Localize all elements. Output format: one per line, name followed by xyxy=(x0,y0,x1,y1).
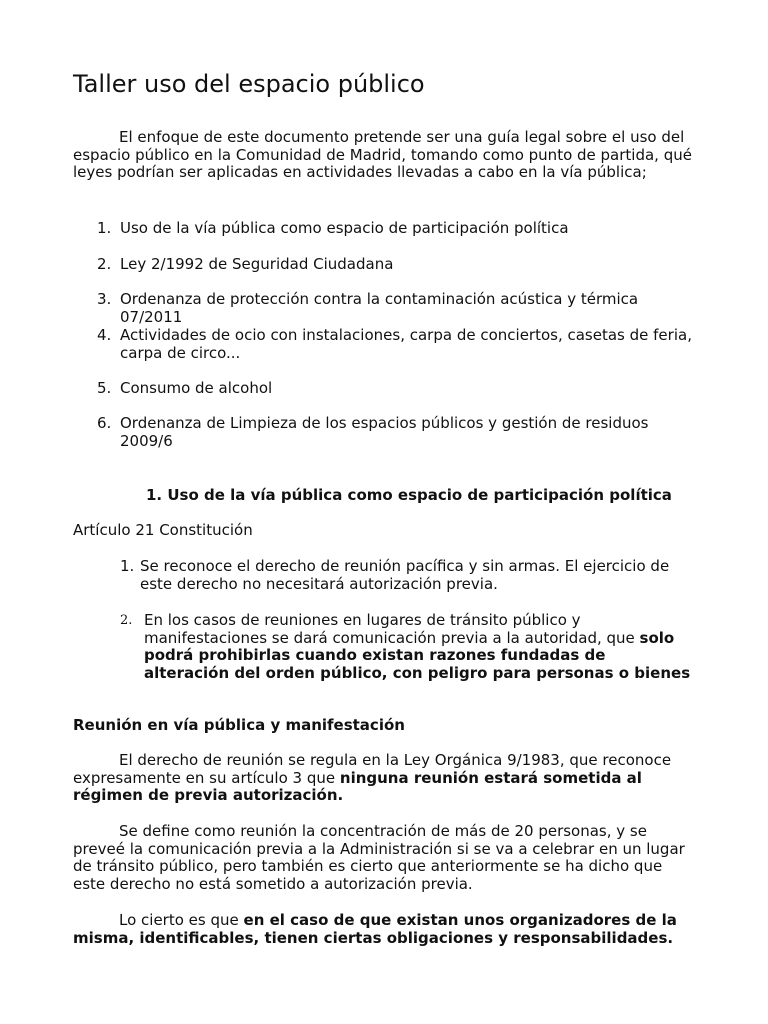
article-item-number: 1. xyxy=(120,557,135,575)
body-paragraph xyxy=(73,752,697,805)
topic-text: Uso de la vía pública como espacio de participación política xyxy=(120,219,569,237)
topic-item xyxy=(97,327,697,362)
topic-item xyxy=(97,256,697,274)
topic-number: 4. xyxy=(97,326,112,344)
topic-item xyxy=(97,291,682,326)
section-heading: 1. Uso de la vía pública como espacio de participación política xyxy=(146,486,672,504)
article-item xyxy=(120,612,695,682)
topic-text: Ordenanza de Limpieza de los espacios públicos y gestión de residuos 2009/6 xyxy=(120,414,649,450)
body-paragraph xyxy=(73,912,697,947)
topic-text: Actividades de ocio con instalaciones, carpa de conciertos, casetas de feria, carpa de circo... xyxy=(120,326,692,362)
article-item xyxy=(120,558,695,593)
topic-number: 6. xyxy=(97,414,112,432)
article-item-text-bold: solo podrá prohibirlas cuando existan razones fundadas de alteración del orden público, con peligro para personas o bienes xyxy=(144,628,691,682)
article-item-text-normal: En los casos de reuniones en lugares de tránsito público y manifestaciones se dará comunicación previa a la autoridad, que xyxy=(144,611,635,647)
paragraph-text-normal: Lo cierto es que xyxy=(119,911,239,929)
topic-item xyxy=(97,415,697,450)
topic-number: 2. xyxy=(97,255,112,273)
document-title: Taller uso del espacio público xyxy=(73,70,425,98)
article-item-number: 2. xyxy=(120,613,133,628)
topic-item xyxy=(97,380,697,398)
intro-paragraph: El enfoque de este documento pretende ser una guía legal sobre el uso del espacio público en la Comunidad de Madrid, tomando como punto de partida, qué leyes podrían ser aplicadas en actividades llevadas a cabo en la vía pública; xyxy=(73,128,692,182)
topic-text: Ordenanza de protección contra la contaminación acústica y térmica 07/2011 xyxy=(120,290,639,326)
subsection-heading: Reunión en vía pública y manifestación xyxy=(73,716,405,734)
topic-item xyxy=(97,220,697,238)
body-paragraph: Se define como reunión la concentración de más de 20 personas, y se preveé la comunicación previa a la Administración si se va a celebrar en un lugar de tránsito público, pero también es cierto que anteriormente se ha dicho que este derecho no está sometido a autorización previa. xyxy=(73,822,685,893)
topic-number: 1. xyxy=(97,219,112,237)
paragraph-text-bold: en el caso de que existan unos organizadores de la misma, identificables, tienen ciertas obligaciones y responsabilidades. xyxy=(73,911,677,947)
article-item-text: Se reconoce el derecho de reunión pacífica y sin armas. El ejercicio de este derecho no necesitará autorización previa. xyxy=(140,557,670,593)
topic-number: 3. xyxy=(97,290,112,308)
topic-text: Ley 2/1992 de Seguridad Ciudadana xyxy=(120,255,394,273)
topic-text: Consumo de alcohol xyxy=(120,379,273,397)
paragraph-text-bold: ninguna reunión estará sometida al régimen de previa autorización. xyxy=(73,768,642,805)
article-item-text xyxy=(144,612,695,682)
article-label: Artículo 21 Constitución xyxy=(73,521,253,539)
paragraph-text-normal: El derecho de reunión se regula en la Ley Orgánica 9/1983, que reconoce expresamente en su artículo 3 que xyxy=(73,751,672,787)
topic-number: 5. xyxy=(97,379,112,397)
